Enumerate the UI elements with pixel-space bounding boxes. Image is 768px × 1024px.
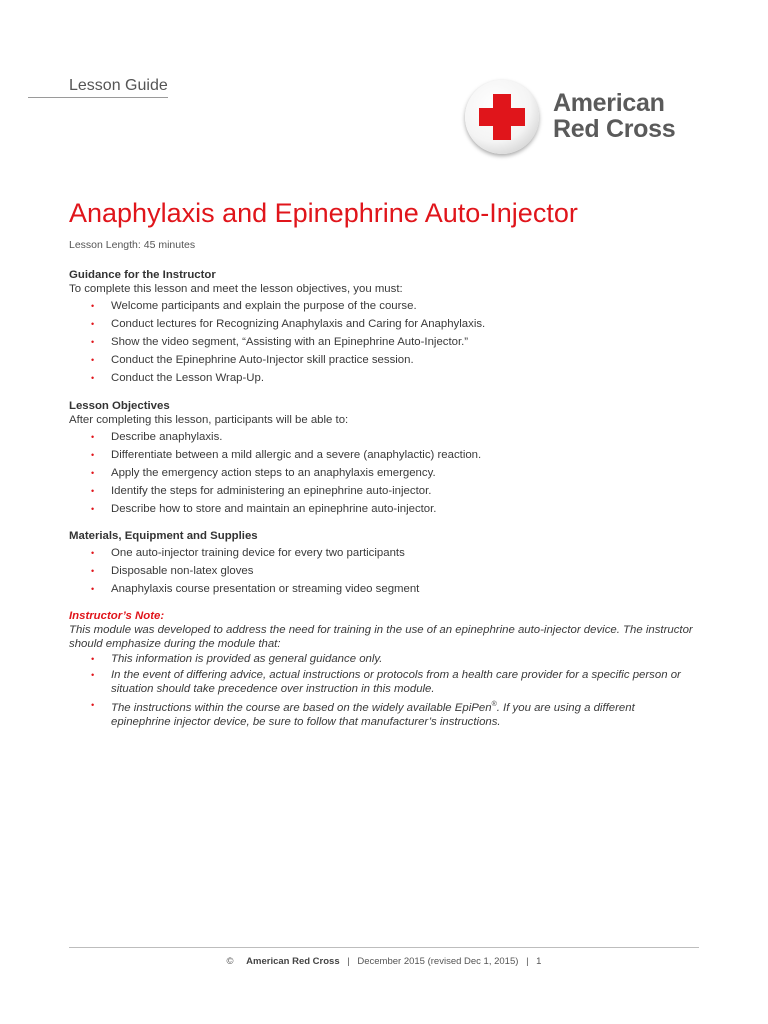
list-item: • Disposable non-latex gloves	[91, 562, 709, 580]
list-item: • One auto-injector training device for every two participants	[91, 544, 709, 562]
registered-mark: ®	[491, 701, 497, 708]
list-item: • Show the video segment, “Assisting with an Epinephrine Auto-Injector.”	[91, 333, 709, 351]
guidance-intro: To complete this lesson and meet the lesson objectives, you must:	[69, 283, 403, 295]
copyright-symbol: ©	[226, 956, 234, 967]
list-item: • Apply the emergency action steps to an anaphylaxis emergency.	[91, 464, 709, 482]
list-item: • In the event of differing advice, actual instructions or protocols from a health care provider for a specific person or situation should take precedence over instruction in this module.	[91, 668, 709, 696]
footer-org: American Red Cross	[246, 956, 340, 967]
logo-line-2: Red Cross	[553, 115, 676, 143]
note-item-3-text: The instructions within the course are based on the widely available EpiPen	[111, 701, 492, 714]
guidance-section	[69, 268, 709, 387]
note-intro: This module was developed to address the need for training in the use of an epinephrine auto-injector device. The instructor should emphasize during the module that:	[69, 624, 693, 650]
page-title: Anaphylaxis and Epinephrine Auto-Injector	[69, 198, 578, 228]
logo-line-1: American	[553, 89, 665, 117]
objectives-intro: After completing this lesson, participants will be able to:	[69, 414, 349, 426]
footer-divider: |	[526, 956, 529, 967]
footer-date: December 2015 (revised Dec 1, 2015)	[357, 956, 519, 967]
list-item: • This information is provided as general guidance only.	[91, 652, 709, 666]
note-list	[69, 652, 709, 729]
list-item: • Describe anaphylaxis.	[91, 428, 709, 446]
guidance-list	[69, 297, 709, 387]
footer	[69, 956, 699, 967]
logo-wordmark	[553, 90, 675, 142]
list-item: • Welcome participants and explain the purpose of the course.	[91, 297, 709, 315]
list-item: • Describe how to store and maintain an epinephrine auto-injector.	[91, 500, 709, 518]
list-item: • Conduct lectures for Recognizing Anaphylaxis and Caring for Anaphylaxis.	[91, 315, 709, 333]
note-item-3-tail: . If you are using a different	[496, 701, 635, 714]
objectives-section	[69, 399, 709, 518]
materials-section	[69, 529, 709, 598]
guidance-heading: Guidance for the Instructor	[69, 269, 216, 281]
header-rule	[28, 97, 168, 98]
page-number: 1	[536, 956, 542, 967]
footer-divider: |	[347, 956, 350, 967]
lesson-length: Lesson Length: 45 minutes	[69, 239, 196, 251]
list-item	[91, 698, 709, 729]
list-item: • Conduct the Lesson Wrap-Up.	[91, 369, 709, 387]
materials-heading: Materials, Equipment and Supplies	[69, 530, 258, 542]
note-item-3-continued: epinephrine injector device, be sure to follow that manufacturer’s instructions.	[111, 715, 501, 728]
list-item: • Differentiate between a mild allergic and a severe (anaphylactic) reaction.	[91, 446, 709, 464]
note-heading: Instructor’s Note:	[69, 610, 165, 622]
list-item: • Identify the steps for administering an epinephrine auto-injector.	[91, 482, 709, 500]
objectives-list	[69, 428, 709, 518]
footer-rule	[69, 947, 699, 948]
list-item: • Anaphylaxis course presentation or streaming video segment	[91, 580, 709, 598]
cross-horizontal-bar	[479, 108, 525, 126]
instructor-note-section	[69, 609, 709, 731]
list-item: • Conduct the Epinephrine Auto-Injector skill practice session.	[91, 351, 709, 369]
american-red-cross-logo	[465, 80, 695, 160]
red-cross-emblem-icon	[465, 80, 539, 154]
materials-list	[69, 544, 709, 598]
lesson-guide-label: Lesson Guide	[69, 77, 168, 94]
objectives-heading: Lesson Objectives	[69, 400, 170, 412]
